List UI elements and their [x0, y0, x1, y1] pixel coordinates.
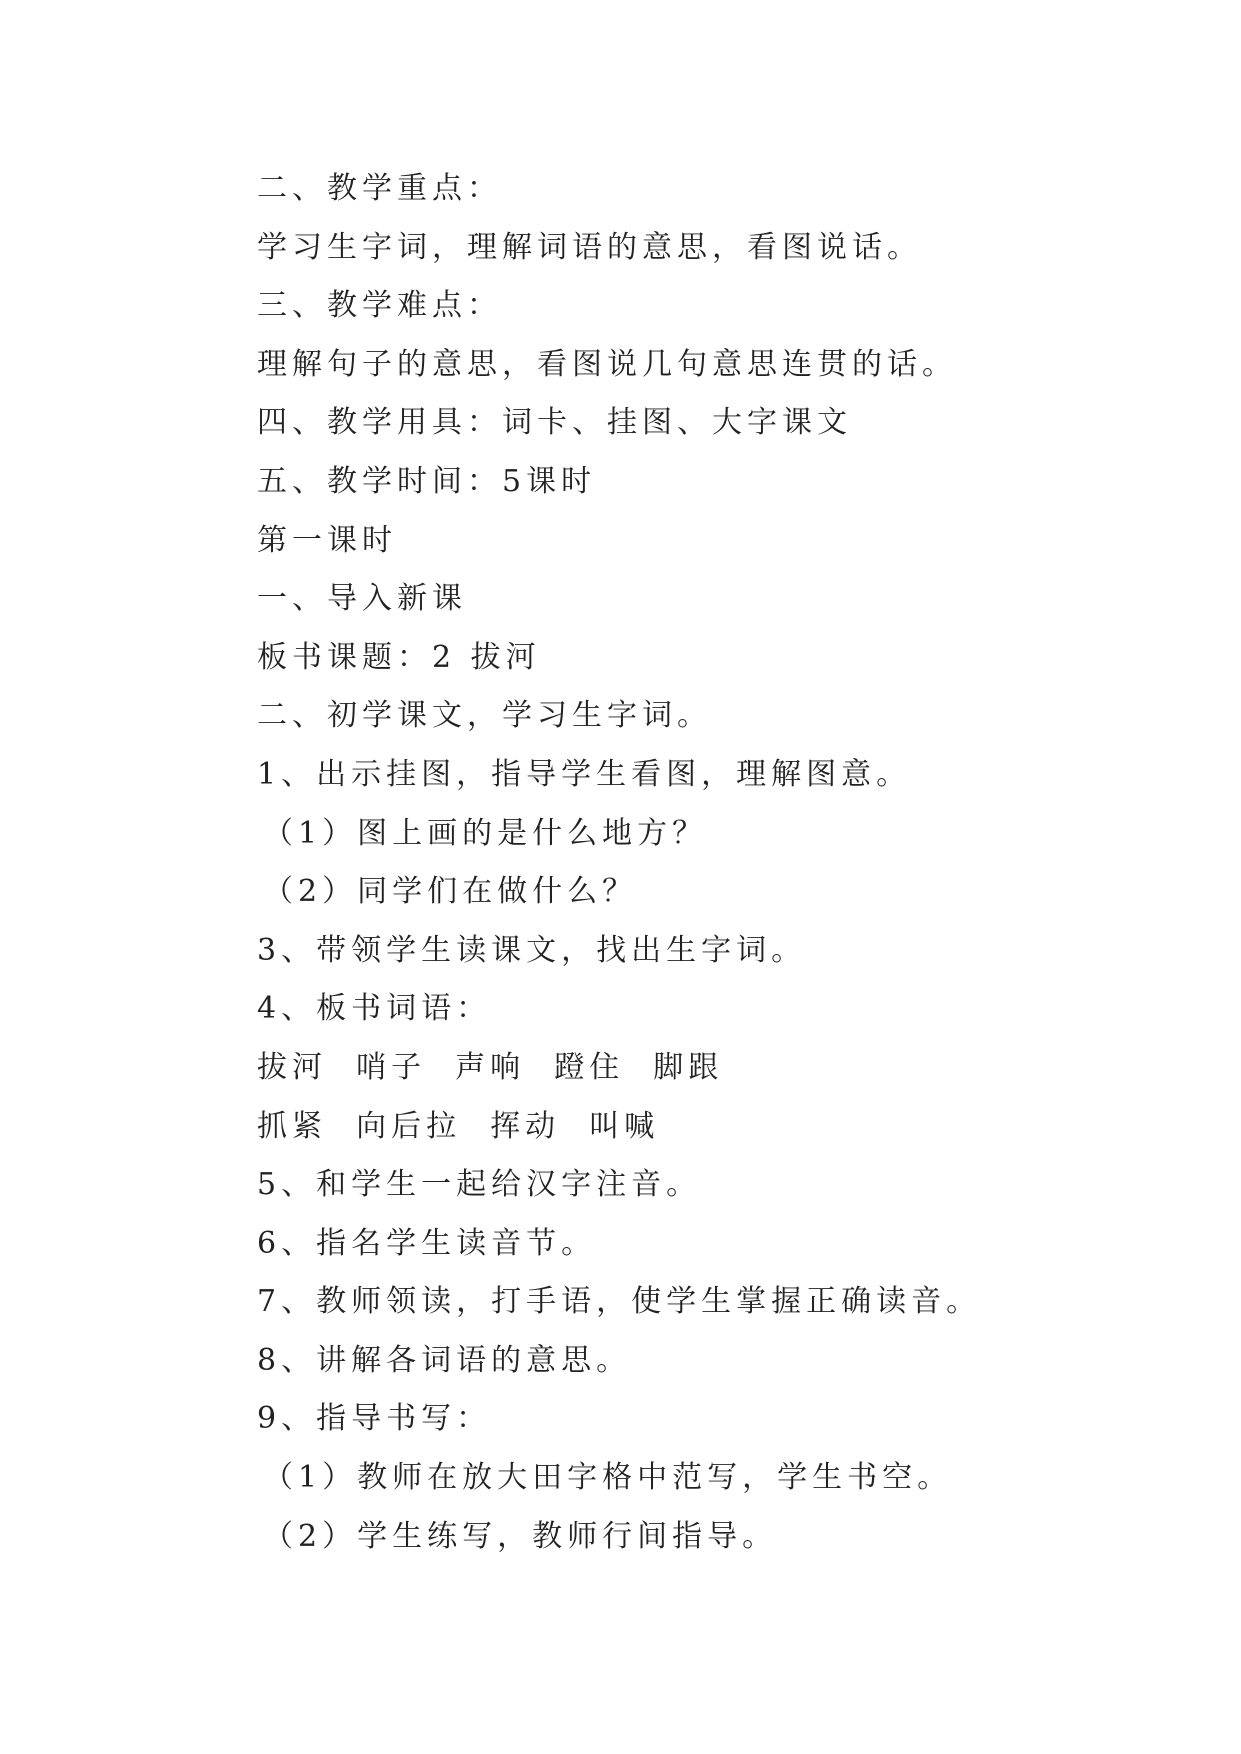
vocabulary-row: 拔河 哨子 声响 蹬住 脚跟 [257, 1049, 724, 1085]
list-item: 9、指导书写： [257, 1401, 492, 1437]
sub-list-item: （1）图上画的是什么地方？ [263, 815, 708, 851]
paragraph: 理解句子的意思，看图说几句意思连贯的话。 [257, 346, 957, 382]
document-body [257, 160, 1157, 1566]
list-item: 6、指名学生读音节。 [257, 1225, 597, 1261]
list-item: 3、带领学生读课文，找出生字词。 [257, 932, 807, 968]
sub-list-item: （1）教师在放大田字格中范写，学生书空。 [263, 1460, 953, 1496]
list-item: 4、板书词语： [257, 991, 492, 1027]
section-heading-materials: 四、教学用具：词卡、挂图、大字课文 [257, 405, 852, 441]
section-heading-time: 五、教学时间：5课时 [257, 463, 597, 499]
lesson-heading: 第一课时 [257, 522, 397, 558]
sub-list-item: （2）学生练写，教师行间指导。 [263, 1518, 778, 1554]
list-item: 8、讲解各词语的意思。 [257, 1342, 632, 1378]
list-item: 5、和学生一起给汉字注音。 [257, 1167, 702, 1203]
paragraph: 学习生字词，理解词语的意思，看图说话。 [257, 229, 922, 265]
list-item: 7、教师领读，打手语，使学生掌握正确读音。 [257, 1284, 982, 1320]
section-heading-difficulties: 三、教学难点： [257, 288, 502, 324]
sub-list-item: （2）同学们在做什么？ [263, 874, 638, 910]
step-heading: 二、初学课文，学习生字词。 [257, 698, 712, 734]
section-heading-key-points: 二、教学重点： [257, 171, 502, 206]
step-heading: 一、导入新课 [257, 581, 467, 617]
paragraph: 板书课题：2 拔河 [257, 639, 541, 675]
list-item: 1、出示挂图，指导学生看图，理解图意。 [257, 756, 912, 792]
vocabulary-row: 抓紧 向后拉 挥动 叫喊 [257, 1108, 660, 1144]
